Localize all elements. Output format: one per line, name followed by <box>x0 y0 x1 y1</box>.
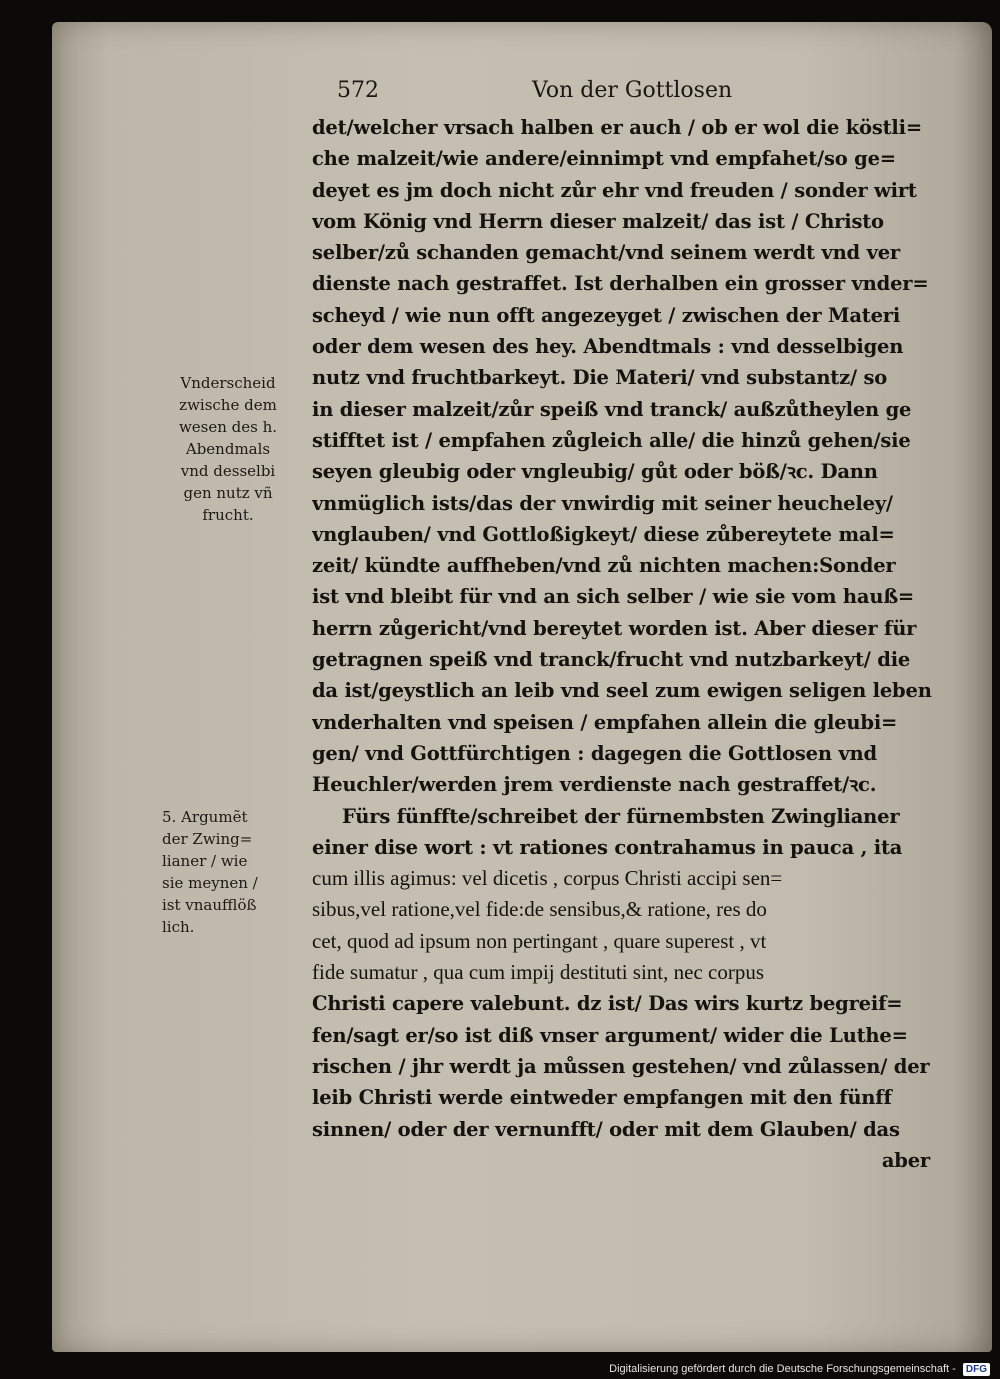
text-line: in dieser malzeit/zůr speiß vnd tranck/ außzůtheylen ge <box>312 397 912 421</box>
note-line: gen nutz vñ <box>183 484 273 502</box>
text-line: dienste nach gestraffet. Ist derhalben ein grosser vnder= <box>312 272 929 296</box>
note-line: Abendmals <box>185 440 271 458</box>
note-line: wesen des h. <box>178 418 278 436</box>
text-line: che malzeit/wie andere/einnimpt vnd empfahet/so ge= <box>312 147 896 171</box>
running-head <box>0 78 1000 108</box>
text-line: getragnen speiß vnd tranck/frucht vnd nutzbarkeyt/ die <box>312 648 911 672</box>
note-line: zwische dem <box>179 396 277 414</box>
text-line: vnmüglich ists/das der vnwirdig mit seiner heucheley/ <box>312 491 893 515</box>
text-line: gen/ vnd Gottfürchtigen : dagegen die Gottlosen vnd <box>312 741 877 765</box>
margin-note-argument <box>162 806 274 938</box>
main-text-block <box>312 112 952 1176</box>
text-line: ist vnd bleibt für vnd an sich selber / wie sie vom hauß= <box>312 585 915 609</box>
text-line: det/welcher vrsach halben er auch / ob er wol die köstli= <box>312 116 922 139</box>
text-line: Christi capere valebunt. dz ist/ Das wirs kurtz begreif= <box>312 992 903 1016</box>
text-line: Heuchler/werden jrem verdienste nach gestraffet/ꝛc. <box>312 773 877 797</box>
page-number: 572 <box>337 78 379 103</box>
note-line: sie meynen / <box>162 874 258 892</box>
text-line: vnglauben/ vnd Gottloßigkeyt/ diese zůbereytete mal= <box>312 522 895 546</box>
running-title: Von der Gottlosen <box>532 78 733 103</box>
note-line: vnd desselbi <box>180 462 276 480</box>
latin-text-line: cet, quod ad ipsum non pertingant , quare superest , vt <box>312 928 767 953</box>
text-line: deyet es jm doch nicht zůr ehr vnd freuden / sonder wirt <box>312 178 917 202</box>
latin-text-line: sibus,vel ratione,vel fide:de sensibus,& ratione, res do <box>312 897 767 922</box>
text-line: oder dem wesen des hey. Abendtmals : vnd desselbigen <box>312 335 904 359</box>
text-line: sinnen/ oder der vernunfft/ oder mit dem Glauben/ das <box>312 1117 900 1141</box>
catchword: aber <box>881 1148 930 1172</box>
note-line: lianer / wie <box>162 852 248 870</box>
text-line: da ist/geystlich an leib vnd seel zum ewigen seligen leben <box>312 679 932 703</box>
text-line: scheyd / wie nun offt angezeyget / zwischen der Materi <box>312 303 901 327</box>
digitization-footer <box>0 1360 990 1379</box>
latin-text-line: cum illis agimus: vel dicetis , corpus Christi accipi sen= <box>312 866 783 891</box>
paragraph-start-line: Fürs fünffte/schreibet der fürnembsten Zwinglianer <box>342 804 900 828</box>
note-line: der Zwing= <box>162 830 253 848</box>
text-line: rischen / jhr werdt ja můssen gestehen/ vnd zůlassen/ der <box>312 1054 930 1078</box>
text-line: vnderhalten vnd speisen / empfahen allein die gleubi= <box>312 710 898 734</box>
note-line: ist vnaufflöß <box>162 896 257 914</box>
dfg-logo: DFG <box>963 1363 990 1376</box>
text-line: selber/zů schanden gemacht/vnd seinem werdt vnd ver <box>312 241 900 265</box>
margin-note-distinction <box>172 372 284 526</box>
note-line: 5. Argumẽt <box>162 808 248 826</box>
note-line: frucht. <box>202 506 254 524</box>
text-line: fen/sagt er/so ist diß vnser argument/ wider die Luthe= <box>312 1023 908 1047</box>
text-line: leib Christi werde eintweder empfangen mit den fünff <box>312 1086 892 1110</box>
text-line: seyen gleubig oder vngleubig/ gůt oder böß/ꝛc. Dann <box>312 460 878 484</box>
text-line: nutz vnd fruchtbarkeyt. Die Materi/ vnd substantz/ so <box>312 366 888 390</box>
footer-credit: Digitalisierung gefördert durch die Deutsche Forschungsgemeinschaft - <box>609 1363 956 1375</box>
text-line: herrn zůgericht/vnd bereytet worden ist. Aber dieser für <box>312 616 917 640</box>
note-line: Vnderscheid <box>180 374 276 392</box>
text-line: zeit/ kündte auffheben/vnd zů nichten machen:Sonder <box>312 554 896 578</box>
text-line: vom König vnd Herrn dieser malzeit/ das ist / Christo <box>312 209 884 233</box>
latin-text-line: fide sumatur , qua cum impij destituti sint, nec corpus <box>312 960 765 985</box>
note-line: lich. <box>162 918 195 936</box>
text-line: stifftet ist / empfahen zůgleich alle/ die hinzů gehen/sie <box>312 428 911 452</box>
text-line: einer dise wort : vt rationes contrahamus in pauca , ita <box>312 835 903 859</box>
